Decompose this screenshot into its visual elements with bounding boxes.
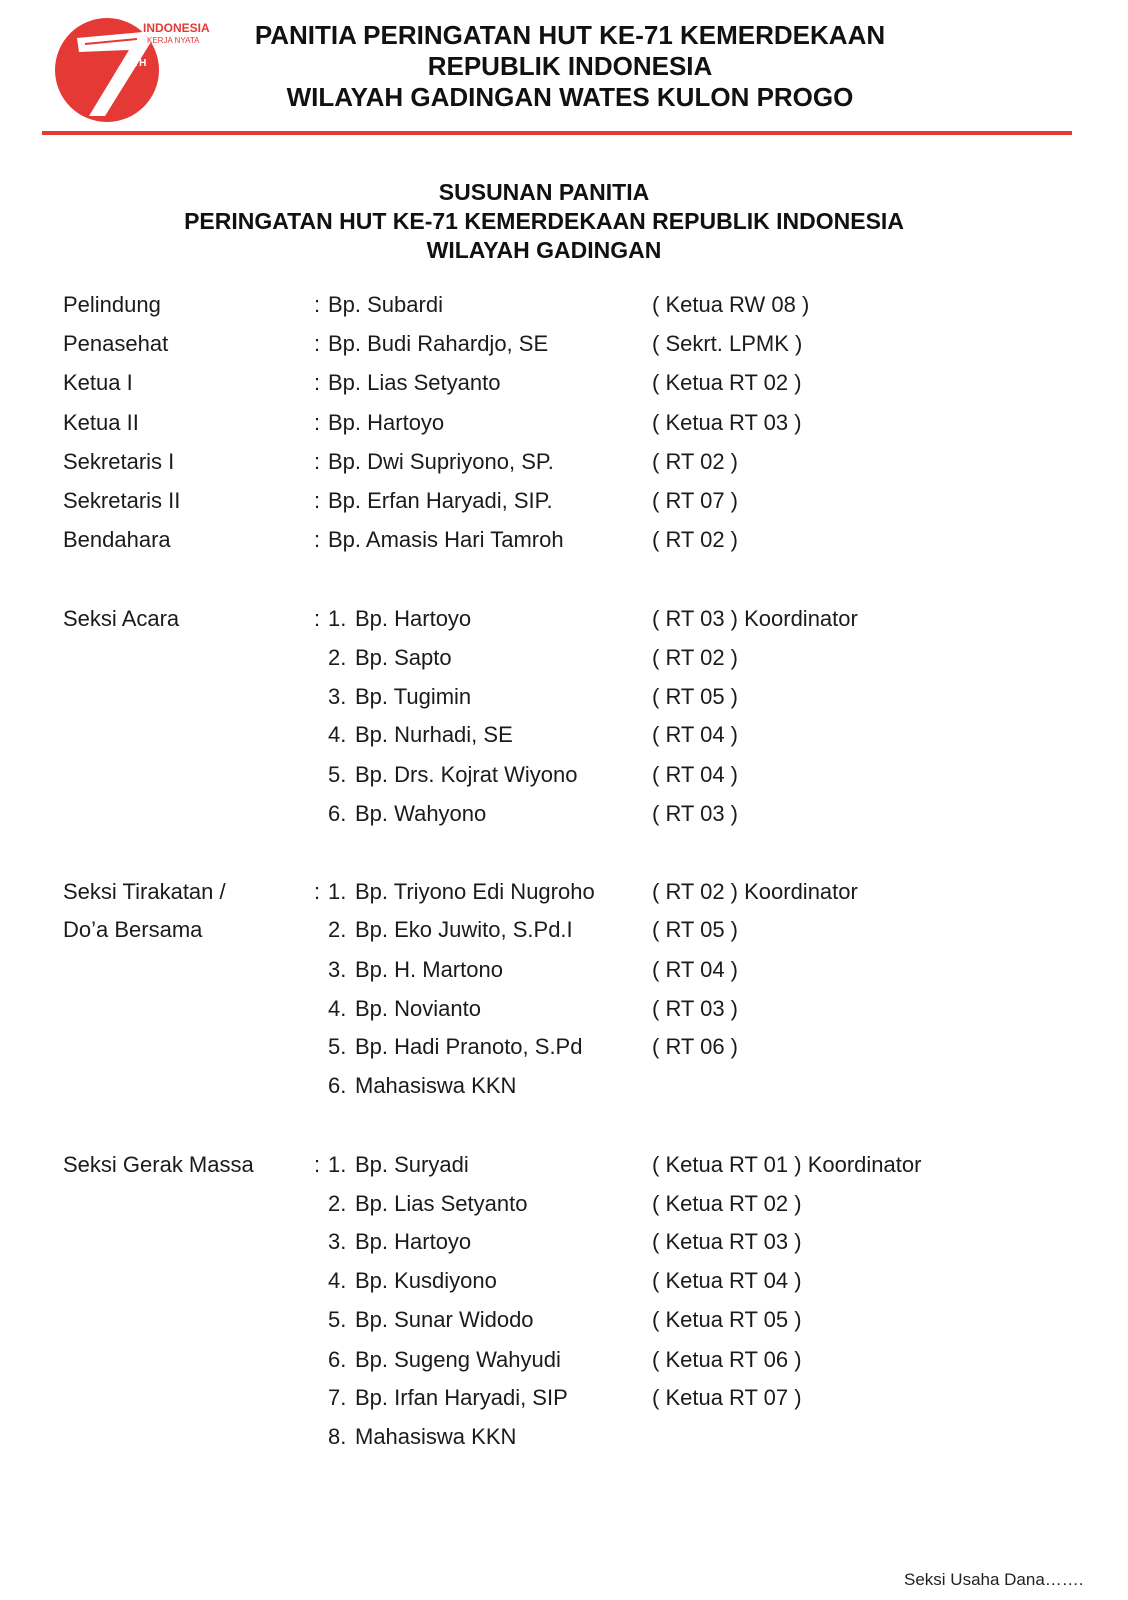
title-line: PERINGATAN HUT KE-71 KEMERDEKAAN REPUBLIK INDONESIA [184, 208, 904, 234]
member-name: Bp. Hartoyo [355, 606, 472, 631]
colon: : [314, 1152, 321, 1177]
member-name: Mahasiswa KKN [355, 1424, 517, 1449]
member-number: 5. [328, 1034, 347, 1059]
officer-note: ( RT 07 ) [652, 488, 738, 513]
member-note: ( RT 04 ) [652, 957, 738, 982]
member-number: 1. [328, 606, 347, 631]
member-note: ( RT 06 ) [652, 1034, 738, 1059]
member-name: Bp. Sapto [355, 645, 452, 670]
member-note: ( Ketua RT 06 ) [652, 1347, 802, 1372]
officer-name: Bp. Amasis Hari Tamroh [328, 527, 564, 552]
logo-suffix: TH [133, 58, 147, 69]
member-number: 4. [328, 722, 347, 747]
officer-name: Bp. Erfan Haryadi, SIP. [328, 488, 553, 513]
member-number: 2. [328, 645, 347, 670]
member-number: 6. [328, 801, 347, 826]
committee-header [230, 20, 910, 113]
colon: : [314, 527, 321, 552]
colon: : [314, 488, 321, 513]
member-name: Bp. Irfan Haryadi, SIP [355, 1385, 568, 1410]
member-note: ( Ketua RT 03 ) [652, 1229, 802, 1254]
section-label: Seksi Gerak Massa [63, 1152, 254, 1177]
member-number: 7. [328, 1385, 347, 1410]
member-number: 2. [328, 1191, 347, 1216]
officer-note: ( Sekrt. LPMK ) [652, 331, 803, 356]
member-number: 4. [328, 1268, 347, 1293]
member-name: Bp. Sugeng Wahyudi [355, 1347, 561, 1372]
header-line: WILAYAH GADINGAN WATES KULON PROGO [286, 82, 854, 112]
officer-note: ( Ketua RT 02 ) [652, 370, 802, 395]
member-name: Bp. Nurhadi, SE [355, 722, 513, 747]
colon: : [314, 292, 321, 317]
officer-name: Bp. Dwi Supriyono, SP. [328, 449, 554, 474]
officer-role: Bendahara [63, 527, 171, 552]
logo-text-top: INDONESIA [143, 21, 210, 35]
member-name: Bp. Novianto [355, 996, 481, 1021]
member-name: Bp. H. Martono [355, 957, 503, 982]
officer-role: Penasehat [63, 331, 169, 356]
page-continuation-footer: Seksi Usaha Dana……. [904, 1570, 1084, 1589]
hut-71-emblem-icon [55, 12, 220, 127]
colon: : [314, 449, 321, 474]
officer-name: Bp. Subardi [328, 292, 443, 317]
hut-71-logo [55, 12, 220, 127]
title-line: WILAYAH GADINGAN [426, 237, 662, 263]
officer-note: ( RT 02 ) [652, 449, 738, 474]
member-name: Bp. Kusdiyono [355, 1268, 497, 1293]
member-note: ( RT 04 ) [652, 762, 738, 787]
member-number: 6. [328, 1073, 347, 1098]
member-number: 4. [328, 996, 347, 1021]
member-number: 2. [328, 917, 347, 942]
officer-role: Sekretaris I [63, 449, 175, 474]
colon: : [314, 370, 321, 395]
member-number: 6. [328, 1347, 347, 1372]
officer-role: Pelindung [63, 292, 161, 317]
member-name: Bp. Hartoyo [355, 1229, 472, 1254]
section-label: Seksi Acara [63, 606, 180, 631]
member-name: Bp. Drs. Kojrat Wiyono [355, 762, 578, 787]
member-name: Bp. Sunar Widodo [355, 1307, 534, 1332]
section-label: Seksi Tirakatan / [63, 879, 226, 904]
member-name: Mahasiswa KKN [355, 1073, 517, 1098]
colon: : [314, 331, 321, 356]
header-line: PANITIA PERINGATAN HUT KE-71 KEMERDEKAAN [254, 20, 886, 50]
member-note: ( RT 04 ) [652, 722, 738, 747]
member-note: ( Ketua RT 01 ) Koordinator [652, 1152, 922, 1177]
member-note: ( RT 02 ) [652, 645, 738, 670]
member-number: 5. [328, 1307, 347, 1332]
member-number: 3. [328, 1229, 347, 1254]
section-label: Do’a Bersama [63, 917, 203, 942]
member-number: 8. [328, 1424, 347, 1449]
officer-role: Ketua II [63, 410, 139, 435]
member-number: 3. [328, 957, 347, 982]
colon: : [314, 879, 321, 904]
officer-role: Ketua I [63, 370, 133, 395]
member-number: 1. [328, 1152, 347, 1177]
member-note: ( Ketua RT 04 ) [652, 1268, 802, 1293]
member-name: Bp. Suryadi [355, 1152, 469, 1177]
header-line: REPUBLIK INDONESIA [427, 51, 713, 81]
member-note: ( Ketua RT 07 ) [652, 1385, 802, 1410]
member-note: ( RT 03 ) [652, 801, 738, 826]
member-note: ( RT 03 ) Koordinator [652, 606, 858, 631]
member-note: ( RT 05 ) [652, 684, 738, 709]
officer-note: ( Ketua RW 08 ) [652, 292, 810, 317]
member-note: ( RT 03 ) [652, 996, 738, 1021]
member-note: ( Ketua RT 02 ) [652, 1191, 802, 1216]
member-name: Bp. Triyono Edi Nugroho [355, 879, 595, 904]
officer-note: ( RT 02 ) [652, 527, 738, 552]
member-name: Bp. Lias Setyanto [355, 1191, 528, 1216]
member-note: ( RT 02 ) Koordinator [652, 879, 858, 904]
member-name: Bp. Tugimin [355, 684, 472, 709]
officer-role: Sekretaris II [63, 488, 181, 513]
colon: : [314, 606, 321, 631]
officer-name: Bp. Hartoyo [328, 410, 445, 435]
member-name: Bp. Eko Juwito, S.Pd.I [355, 917, 573, 942]
member-note: ( RT 05 ) [652, 917, 738, 942]
member-name: Bp. Hadi Pranoto, S.Pd [355, 1034, 583, 1059]
officer-name: Bp. Lias Setyanto [328, 370, 501, 395]
logo-text-bottom: KERJA NYATA [147, 36, 200, 45]
member-number: 1. [328, 879, 347, 904]
member-name: Bp. Wahyono [355, 801, 487, 826]
member-note: ( Ketua RT 05 ) [652, 1307, 802, 1332]
member-number: 5. [328, 762, 347, 787]
member-number: 3. [328, 684, 347, 709]
officer-name: Bp. Budi Rahardjo, SE [328, 331, 549, 356]
header-divider [42, 131, 1072, 135]
document-title [0, 178, 1088, 265]
officer-note: ( Ketua RT 03 ) [652, 410, 802, 435]
title-line: SUSUNAN PANITIA [438, 179, 650, 205]
colon: : [314, 410, 321, 435]
